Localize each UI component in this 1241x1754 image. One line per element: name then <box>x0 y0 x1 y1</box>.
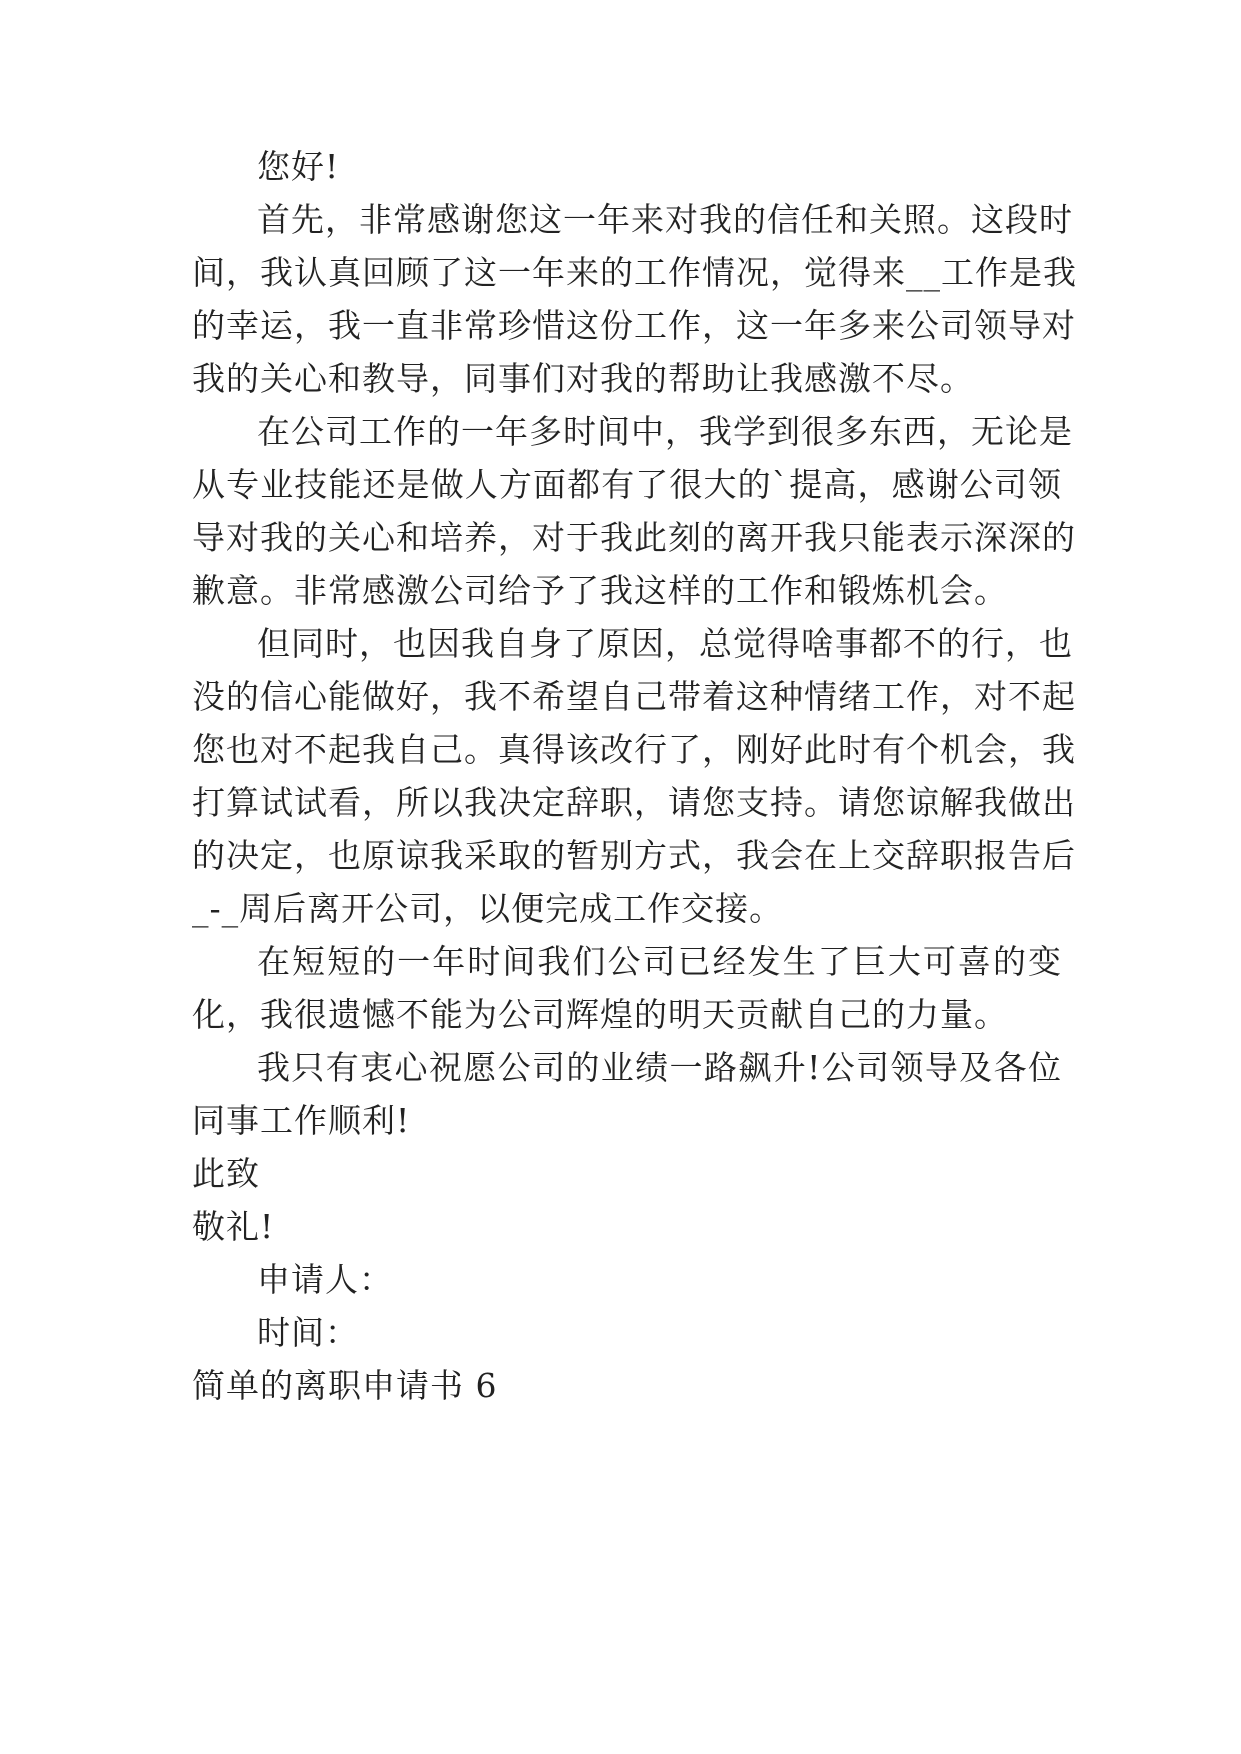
greeting: 您好! <box>257 147 340 186</box>
paragraph-2-line-2: 从专业技能还是做人方面都有了很大的`提高，感谢公司领 <box>192 465 1062 504</box>
paragraph-1-line-3: 的幸运，我一直非常珍惜这份工作，这一年多来公司领导对 <box>192 306 1076 345</box>
paragraph-3-line-6: _-_周后离开公司，以便完成工作交接。 <box>192 889 784 928</box>
paragraph-2-line-1: 在公司工作的一年多时间中，我学到很多东西，无论是 <box>257 412 1073 451</box>
closing-regards: 敬礼! <box>192 1207 275 1246</box>
paragraph-3-line-1: 但同时，也因我自身了原因，总觉得啥事都不的行，也 <box>257 624 1073 663</box>
paragraph-4-line-1: 在短短的一年时间我们公司已经发生了巨大可喜的变 <box>257 942 1062 981</box>
paragraph-4-line-2: 化，我很遗憾不能为公司辉煌的明天贡献自己的力量。 <box>192 995 1008 1034</box>
date-label: 时间： <box>257 1313 359 1352</box>
paragraph-2-line-3: 导对我的关心和培养，对于我此刻的离开我只能表示深深的 <box>192 518 1076 557</box>
paragraph-3-line-5: 的决定，也原谅我采取的暂别方式，我会在上交辞职报告后 <box>192 836 1076 875</box>
paragraph-1-line-4: 我的关心和教导，同事们对我的帮助让我感激不尽。 <box>192 359 974 398</box>
paragraph-2-line-4: 歉意。非常感激公司给予了我这样的工作和锻炼机会。 <box>192 571 1008 610</box>
applicant-label: 申请人： <box>257 1260 393 1299</box>
paragraph-3-line-2: 没的信心能做好，我不希望自己带着这种情绪工作，对不起 <box>192 677 1076 716</box>
paragraph-1-line-2: 间，我认真回顾了这一年来的工作情况，觉得来__工作是我 <box>192 253 1077 292</box>
next-section-title: 简单的离职申请书 6 <box>192 1366 498 1405</box>
paragraph-5-line-2: 同事工作顺利! <box>192 1101 411 1140</box>
paragraph-5-line-1: 我只有衷心祝愿公司的业绩一路飙升!公司领导及各位 <box>257 1048 1062 1087</box>
paragraph-3-line-3: 您也对不起我自己。真得该改行了，刚好此时有个机会，我 <box>192 730 1076 769</box>
paragraph-1-line-1: 首先，非常感谢您这一年来对我的信任和关照。这段时 <box>257 200 1073 239</box>
paragraph-3-line-4: 打算试试看，所以我决定辞职，请您支持。请您谅解我做出 <box>192 783 1076 822</box>
closing-salutation: 此致 <box>192 1154 260 1193</box>
